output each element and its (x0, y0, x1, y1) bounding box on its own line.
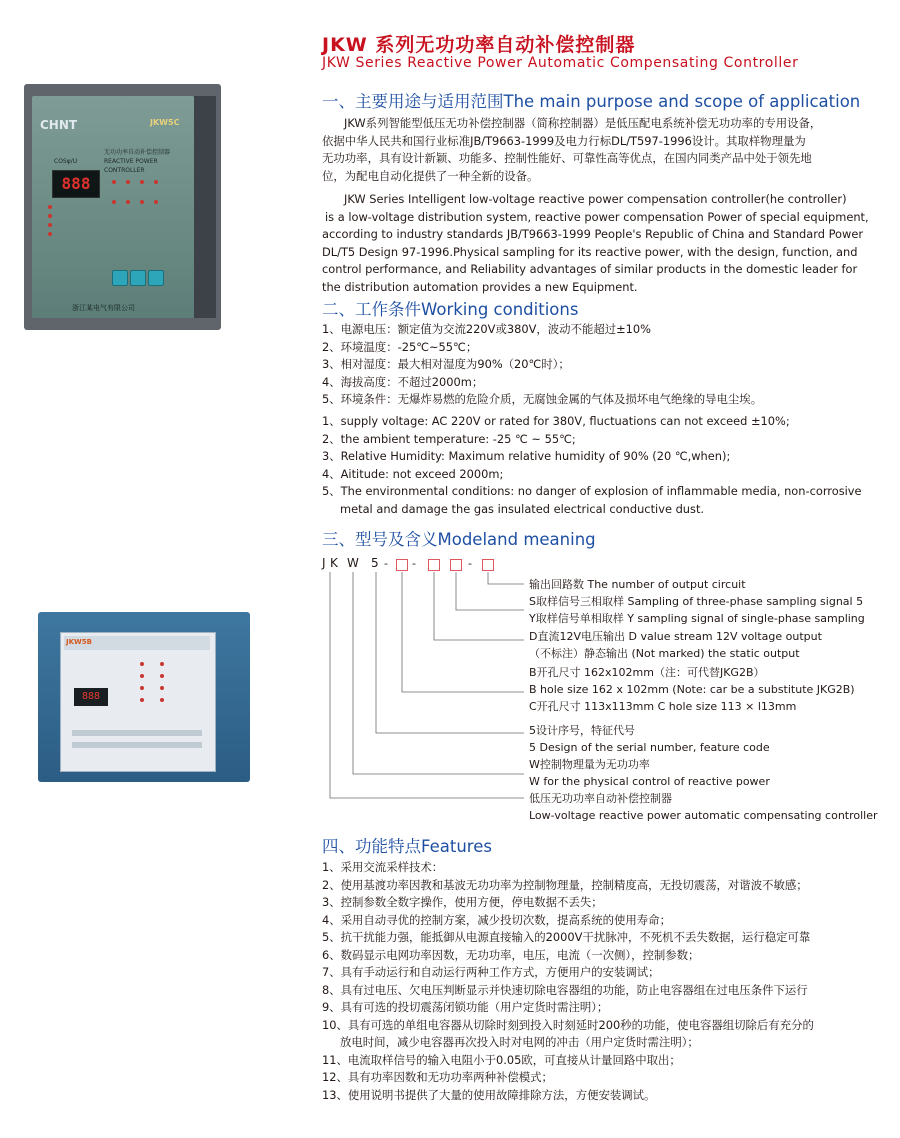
list-item: 11、电流取样信号的输入电阻小于0.05欧，可直接从计量回路中取出； (322, 1052, 681, 1067)
list-item: 2、the ambient temperature: -25 ℃ ~ 55℃; (322, 431, 576, 446)
label-controller-en: Low-voltage reactive power automatic compensating controller (529, 809, 878, 822)
list-item: 1、电源电压：额定值为交流220V或380V，波动不能超过±10% (322, 322, 651, 336)
list-item: 1、supply voltage: AC 220V or rated for 380V, fluctuations can not exceed ±10%; (322, 414, 790, 428)
leader-line-w (353, 572, 524, 774)
list-item: 放电时间，减少电容器再次投入时对电网的冲击（用户定货时需注明）； (340, 1035, 699, 1049)
list-item: 4、海拔高度：不超过2000m； (322, 374, 484, 389)
list-item: 3、控制参数全数字操作，使用方便，停电数据不丢失； (322, 895, 603, 909)
list-item: 2、使用基渡功率因教和基波无功功率为控制物理量，控制精度高，无投切震荡，对谐波不敏感； (322, 877, 808, 892)
section-heading-model: 三、型号及含义Modeland meaning (322, 530, 596, 549)
code-dash: - (412, 557, 416, 570)
list-item: 13、使用说明书提供了大量的使用故障排除方法，方便安装调试。 (322, 1087, 656, 1102)
section-heading-features: 四、功能特点Features (322, 837, 492, 856)
leader-line-serial (376, 572, 524, 733)
list-item: 12、具有功率因数和无功功率两种补偿模式； (322, 1070, 553, 1084)
code-dash: - (384, 557, 388, 570)
leader-line-circuits (488, 572, 524, 584)
label-sampling-y: Y取样信号单相取样 Y sampling signal of single-phase sampling (529, 612, 865, 625)
label-serial-cn: 5设计序号，特征代号 (529, 724, 635, 737)
list-item: 2、环境温度：-25℃~55℃； (322, 339, 478, 354)
label-w-cn: W控制物理量为无功功率 (529, 758, 650, 771)
list-item: 9、具有可选的投切震荡闭锁功能（用户定货时需注明）； (322, 1000, 609, 1014)
list-item: 7、具有手动运行和自动运行两种工作方式，方便用户的安装调试； (322, 965, 660, 979)
manufacturer-label: 浙江某电气有限公司 (72, 304, 135, 312)
list-item: 4、Aititude: not exceed 2000m; (322, 466, 504, 481)
list-item: 5、The environmental conditions: no danger of explosion of inflammable media, non-corrosive (322, 484, 862, 498)
lcd-display: 888 (74, 688, 108, 706)
section-heading-purpose: 一、主要用途与适用范围The main purpose and scope of application (322, 92, 861, 111)
leader-line-output (434, 572, 524, 640)
panel-title: 无功功率自动补偿控制器 REACTIVE POWER CONTROLLER (104, 149, 171, 174)
label-output-static: （不标注）静态输出 (Not marked) the static output (529, 647, 800, 660)
leader-line-sampling (456, 572, 524, 610)
label-hole-b-en: B hole size 162 x 102mm (Note: car be a substitute JKG2B) (529, 683, 855, 696)
label-output-d: D直流12V电压输出 D value stream 12V voltage output (529, 630, 822, 643)
leader-line-hole-size (402, 572, 524, 692)
brand-logo: CHNT (40, 118, 78, 132)
features-list (322, 859, 887, 1104)
list-item: 5、抗干扰能力强，能抵御从电源直接输入的2000V干扰脉冲，不死机不丢失数据，运行稳定可靠 (322, 930, 811, 944)
label-serial-en: 5 Design of the serial number, feature code (529, 741, 770, 754)
model-label: JKW5B (66, 638, 92, 646)
label-hole-c: C开孔尺寸 113x113mm C hole size 113 × l13mm (529, 700, 797, 713)
code-letter-j: J (322, 556, 326, 570)
code-serial-number: 5 (371, 556, 379, 570)
list-item: 6、数码显示电网功率因数，无功功率，电压，电流（一次侧），控制参数； (322, 947, 700, 962)
code-letter-w: W (347, 556, 359, 570)
lcd-display: 888 (52, 170, 100, 198)
label-w-en: W for the physical control of reactive power (529, 775, 770, 788)
list-item: 4、采用自动寻优的控制方案，减少投切次数，提高系统的使用寿命； (322, 912, 671, 927)
section-heading-conditions: 二、工作条件Working conditions (322, 300, 579, 319)
code-dash: - (468, 557, 472, 570)
list-item: 8、具有过电压、欠电压判断显示并快速切除电容器组的功能，防止电容器组在过电压条件下运行 (322, 982, 808, 997)
purpose-cn-paragraph: JKW系列智能型低压无功补偿控制器（简称控制器）是低压配电系统补偿无功功率的专用设备， 依据中华人民共和国行业标准JB/T9663-1999及电力行标DL/T597-1996设计。其取样物理量为 无功功率，具有设计新颖、功能多、控制性能好、可靠性高等优点，在国内同类产品中处于领先地 位，为配电自动化提供了一种全新的设备。 (322, 116, 822, 183)
model-label: JKW5C (150, 118, 180, 127)
page-title: JKW 系列无功功率自动补偿控制器 (322, 34, 636, 56)
list-item: 3、Relative Humidity: Maximum relative humidity of 90% (20 ℃,when); (322, 449, 731, 463)
label-output-circuits: 输出回路数 The number of output circuit (529, 578, 746, 591)
label-hole-b-cn: B开孔尺寸 162x102mm（注：可代替JKG2B） (529, 666, 765, 679)
page-subtitle: JKW Series Reactive Power Automatic Compensating Controller (322, 55, 799, 71)
leader-line-controller (330, 572, 524, 798)
list-item: metal and damage the gas insulated electrical conductive dust. (340, 501, 705, 516)
code-letter-k: K (330, 556, 338, 570)
list-item: 5、环境条件：无爆炸易燃的危险介质，无腐蚀金属的气体及损坏电气绝缘的导电尘埃。 (322, 392, 763, 406)
list-item: 3、相对湿度：最大相对湿度为90%（20℃时）； (322, 357, 570, 371)
list-item: 10、具有可选的单组电容器从切除时刻到投入时刻延时200秒的功能，使电容器组切除后有充分的 (322, 1017, 814, 1032)
cos-label: COSφ/U (54, 158, 78, 165)
purpose-en-paragraph: JKW Series Intelligent low-voltage reactive power compensation controller(he controller) is a low-voltage distribution system, reactive power compensation Power of special equipment, according to industry standards JB/T9663-1999 People's Republic of China and Standard Power DL/T5 Design 97-1996.Physical sampling for its reactive power, with the design, function, and control performance, and Reliability advantages of similar products in the domestic leader for the distribution automation provides a new Equipment. (322, 192, 869, 294)
list-item: 1、采用交流采样技术： (322, 860, 444, 874)
label-controller-cn: 低压无功功率自动补偿控制器 (529, 792, 672, 805)
label-sampling-s: S取样信号三相取样 Sampling of three-phase sampling signal 5 (529, 595, 864, 608)
